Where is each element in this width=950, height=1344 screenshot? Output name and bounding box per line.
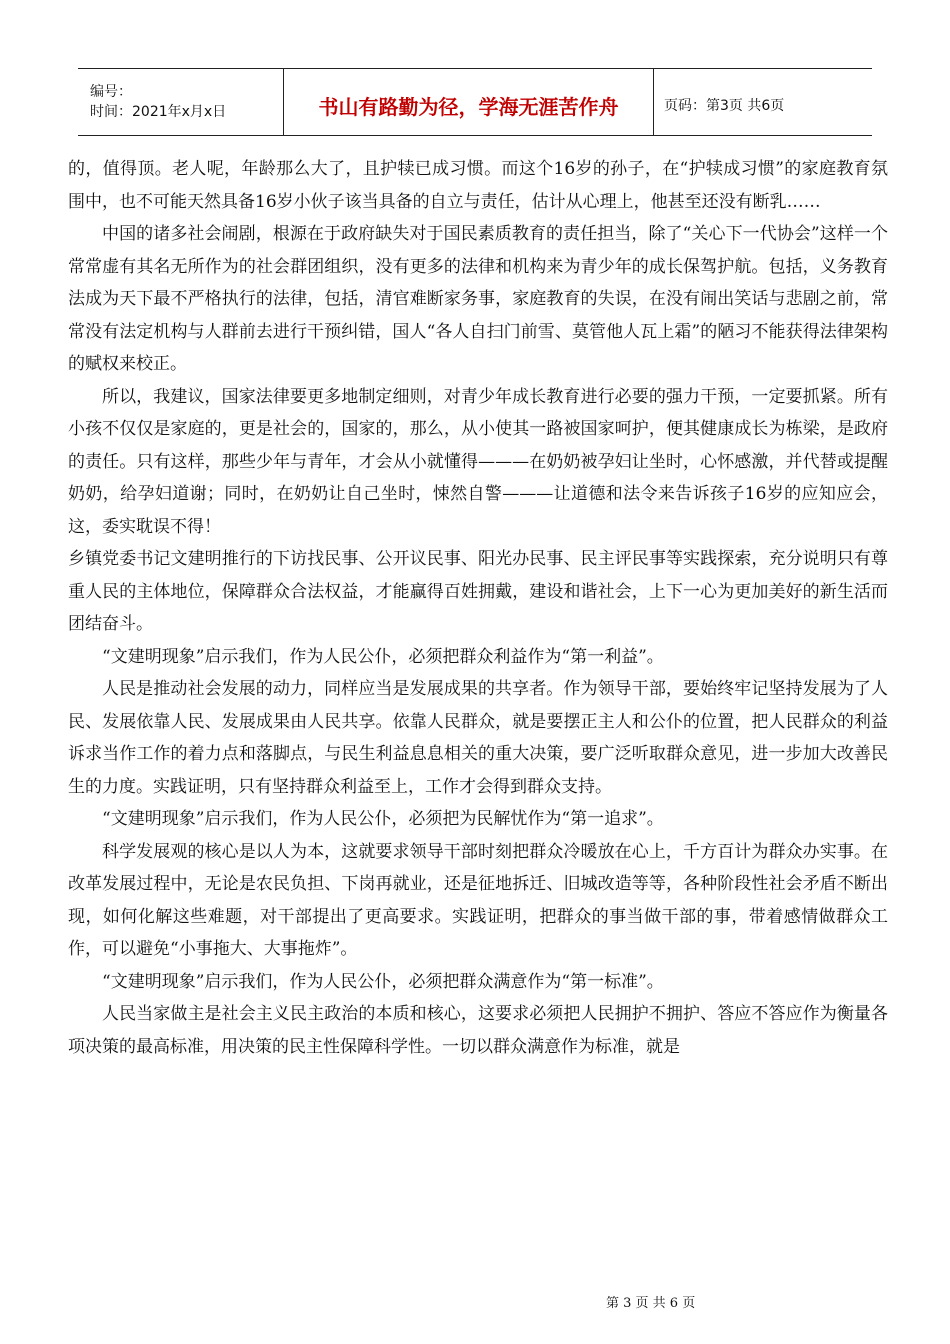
paragraph: 人民是推动社会发展的动力，同样应当是发展成果的共享者。作为领导干部，要始终牢记坚持发展为了人民、发展依靠人民、发展成果由人民共享。依靠人民群众，就是要摆正主人和公仆的位置，把人民群众的利益诉求当作工作的着力点和落脚点，与民生利益息息相关的重大决策，要广泛听取群众意见，进一步加大改善民生的力度。实践证明，只有坚持群众利益至上，工作才会得到群众支持。 bbox=[68, 679, 888, 797]
header-motto-cell bbox=[284, 69, 654, 135]
paragraph: 人民当家做主是社会主义民主政治的本质和核心，这要求必须把人民拥护不拥护、答应不答应作为衡量各项决策的最高标准，用决策的民主性保障科学性。一切以群众满意作为标准，就是 bbox=[68, 1004, 888, 1057]
header-meta bbox=[78, 69, 284, 135]
paragraph: 科学发展观的核心是以人为本，这就要求领导干部时刻把群众冷暖放在心上，千方百计为群众办实事。在改革发展过程中，无论是农民负担、下岗再就业，还是征地拆迁、旧城改造等等，各种阶段性社会矛盾不断出现，如何化解这些难题，对干部提出了更高要求。实践证明，把群众的事当做干部的事，带着感情做群众工作，可以避免“小事拖大、大事拖炸”。 bbox=[68, 841, 888, 959]
paragraph: “文建明现象”启示我们，作为人民公仆，必须把为民解忧作为“第一追求”。 bbox=[102, 809, 664, 829]
paragraph: 中国的诸多社会闹剧，根源在于政府缺失对于国民素质教育的责任担当，除了“关心下一代协会”这样一个常常虚有其名无所作为的社会群团组织，没有更多的法律和机构来为青少年的成长保驾护航。包括，义务教育法成为天下最不严格执行的法律，包括，清官难断家务事，家庭教育的失误，在没有闹出笑话与悲剧之前，常常没有法定机构与人群前去进行干预纠错，国人“各人自扫门前雪、莫管他人瓦上霜”的陋习不能获得法律架构的赋权来校正。 bbox=[68, 224, 888, 374]
document-date-label: 时间：2021年x月x日 bbox=[90, 104, 227, 120]
document-body bbox=[68, 153, 888, 1063]
header-motto: 书山有路勤为径，学海无涯苦作舟 bbox=[318, 94, 619, 119]
page-header bbox=[78, 68, 872, 136]
paragraph: “文建明现象”启示我们，作为人民公仆，必须把群众满意作为“第一标准”。 bbox=[102, 971, 664, 992]
paragraph: 乡镇党委书记文建明推行的下访找民事、公开议民事、阳光办民事、民主评民事等实践探索，充分说明只有尊重人民的主体地位，保障群众合法权益，才能赢得百姓拥戴，建设和谐社会，上下一心为更加美好的新生活而团结奋斗。 bbox=[68, 549, 888, 634]
paragraph: 的，值得顶。老人呢，年龄那么大了，且护犊已成习惯。而这个16岁的孙子，在“护犊成习惯”的家庭教育氛围中，也不可能天然具备16岁小伙子该当具备的自立与责任，估计从心理上，他甚至还没有断乳…… bbox=[68, 159, 888, 212]
header-page-cell bbox=[654, 69, 872, 135]
header-page-number: 页码：第3页 共6页 bbox=[664, 98, 785, 114]
paragraph: 所以，我建议，国家法律要更多地制定细则，对青少年成长教育进行必要的强力干预，一定要抓紧。所有小孩不仅仅是家庭的，更是社会的，国家的，那么，从小使其一路被国家呵护，便其健康成长为栋梁，是政府的责任。只有这样，那些少年与青年，才会从小就懂得———在奶奶被孕妇让坐时，心怀感激，并代替或提醒奶奶，给孕妇道谢；同时，在奶奶让自己坐时，悚然自警———让道德和法令来告诉孩子16岁的应知应会，这，委实耽误不得！ bbox=[68, 386, 888, 537]
document-number-label: 编号： bbox=[90, 84, 132, 100]
page-footer: 第 3 页 共 6 页 bbox=[606, 1296, 696, 1311]
paragraph: “文建明现象”启示我们，作为人民公仆，必须把群众利益作为“第一利益”。 bbox=[102, 646, 664, 667]
